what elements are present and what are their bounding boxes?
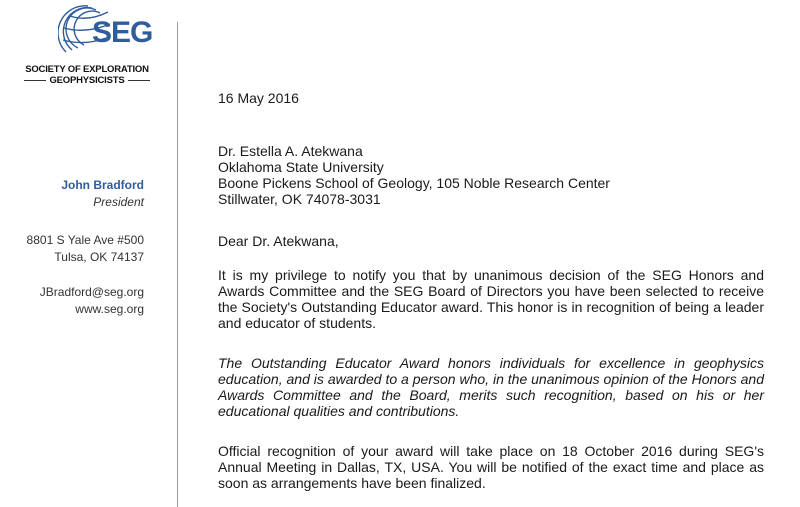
divider	[128, 80, 150, 81]
divider	[24, 80, 46, 81]
letter-date: 16 May 2016	[218, 90, 299, 106]
letterhead-sidebar	[0, 0, 178, 507]
paragraph-award-description: The Outstanding Educator Award honors individuals for excellence in geophysics education, and is awarded to a person who, in the unanimous opinion of the Honors and Awards Committee and the Board, merits such recognition, based on his or her educational qualities and contributions.	[218, 355, 764, 419]
sender-name: John Bradford	[61, 178, 144, 192]
address-line1: 8801 S Yale Ave #500	[26, 233, 144, 247]
address-line2: Tulsa, OK 74137	[54, 250, 144, 264]
sender-website: www.seg.org	[75, 302, 144, 316]
society-name-line1: SOCIETY OF EXPLORATION	[25, 64, 149, 75]
sender-address	[27, 232, 144, 266]
sidebar-divider	[177, 22, 178, 507]
paragraph-notification: It is my privilege to notify you that by unanimous decision of the SEG Honors and Awards Committee and the SEG Board of Directors you have been selected to receive the Society's Outstanding Educator award. This honor is in recognition of being a leader and educator of students.	[218, 267, 764, 331]
sender-block	[61, 177, 144, 211]
society-name-line2: GEOPHYSICISTS	[49, 75, 125, 86]
sender-title: President	[93, 195, 144, 209]
logo-wordmark: SEG	[92, 16, 153, 49]
sender-email: JBradford@seg.org	[39, 285, 144, 299]
paragraph-recognition: Official recognition of your award will take place on 18 October 2016 during SEG's Annual Meeting in Dallas, TX, USA. You will be notified of the exact time and place as soon as arrangements have been finalized.	[218, 443, 764, 491]
sender-contact	[40, 284, 144, 318]
recipient-institution: Oklahoma State University	[218, 159, 384, 175]
recipient-name: Dr. Estella A. Atekwana	[218, 143, 363, 159]
salutation: Dear Dr. Atekwana,	[218, 233, 339, 249]
recipient-address	[218, 143, 764, 207]
society-name	[8, 64, 166, 86]
recipient-department: Boone Pickens School of Geology, 105 Noble Research Center	[218, 175, 610, 191]
recipient-city: Stillwater, OK 74078-3031	[218, 191, 381, 207]
